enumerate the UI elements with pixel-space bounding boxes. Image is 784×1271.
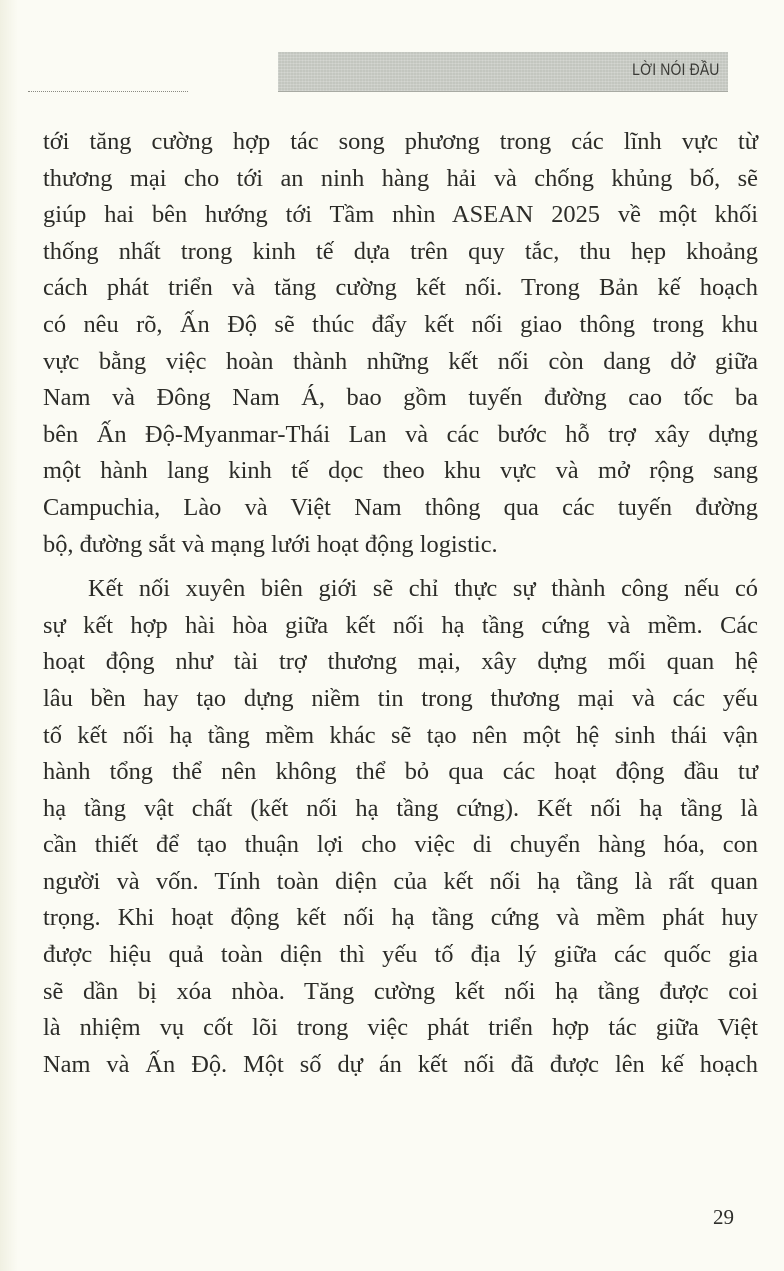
- text-line: bộ, đường sắt và mạng lưới hoạt động logistic.: [43, 530, 498, 558]
- text-line: sẽ dần bị xóa nhòa. Tăng cường kết nối hạ tầng được coi: [43, 977, 758, 1005]
- text-line: cần thiết để tạo thuận lợi cho việc di chuyển hàng hóa, con: [43, 831, 758, 859]
- text-line: người và vốn. Tính toàn diện của kết nối hạ tầng là rất quan: [43, 867, 758, 895]
- text-line: là nhiệm vụ cốt lõi trong việc phát triển hợp tác giữa Việt: [43, 1014, 758, 1042]
- text-line: cách phát triển và tăng cường kết nối. Trong Bản kế hoạch: [43, 274, 758, 302]
- text-line: có nêu rõ, Ấn Độ sẽ thúc đẩy kết nối giao thông trong khu: [43, 310, 758, 338]
- text-line: tố kết nối hạ tầng mềm khác sẽ tạo nên một hệ sinh thái vận: [43, 721, 758, 749]
- header-rule: [28, 91, 188, 92]
- text-line: trọng. Khi hoạt động kết nối hạ tầng cứng và mềm phát huy: [43, 904, 758, 932]
- text-line: Nam và Ấn Độ. Một số dự án kết nối đã được lên kế hoạch: [43, 1050, 758, 1078]
- text-line: hạ tầng vật chất (kết nối hạ tầng cứng). Kết nối hạ tầng là: [43, 794, 758, 822]
- text-line: bên Ấn Độ-Myanmar-Thái Lan và các bước hỗ trợ xây dựng: [43, 420, 758, 448]
- body-text: [43, 124, 758, 1083]
- text-line: lâu bền hay tạo dựng niềm tin trong thương mại và các yếu: [43, 684, 758, 712]
- paragraph-gap: [43, 563, 758, 571]
- text-line: hành tổng thể nên không thể bỏ qua các hoạt động đầu tư: [43, 758, 758, 786]
- text-line: tới tăng cường hợp tác song phương trong các lĩnh vực từ: [43, 128, 758, 155]
- text-line: được hiệu quả toàn diện thì yếu tố địa lý giữa các quốc gia: [43, 941, 758, 969]
- text-line: vực bằng việc hoàn thành những kết nối còn dang dở giữa: [43, 347, 758, 375]
- page-number: 29: [713, 1205, 734, 1229]
- text-line: sự kết hợp hài hòa giữa kết nối hạ tầng cứng và mềm. Các: [43, 611, 758, 639]
- page-gutter-shadow: [0, 0, 18, 1271]
- text-line: Campuchia, Lào và Việt Nam thông qua các tuyến đường: [43, 493, 758, 521]
- text-line: một hành lang kinh tế dọc theo khu vực và mở rộng sang: [43, 457, 758, 485]
- text-line: hoạt động như tài trợ thương mại, xây dựng mối quan hệ: [43, 648, 758, 676]
- text-line: Nam và Đông Nam Á, bao gồm tuyến đường cao tốc ba: [43, 384, 758, 412]
- running-head: LỜI NÓI ĐẦU: [632, 60, 720, 79]
- text-line: thương mại cho tới an ninh hàng hải và chống khủng bố, sẽ: [43, 164, 758, 192]
- paragraph-2: [43, 571, 758, 1083]
- text-line: thống nhất trong kinh tế dựa trên quy tắc, thu hẹp khoảng: [43, 237, 758, 265]
- text-line: giúp hai bên hướng tới Tầm nhìn ASEAN 2025 về một khối: [43, 201, 758, 229]
- paragraph-1: [43, 124, 758, 563]
- text-line: Kết nối xuyên biên giới sẽ chỉ thực sự thành công nếu có: [88, 575, 758, 603]
